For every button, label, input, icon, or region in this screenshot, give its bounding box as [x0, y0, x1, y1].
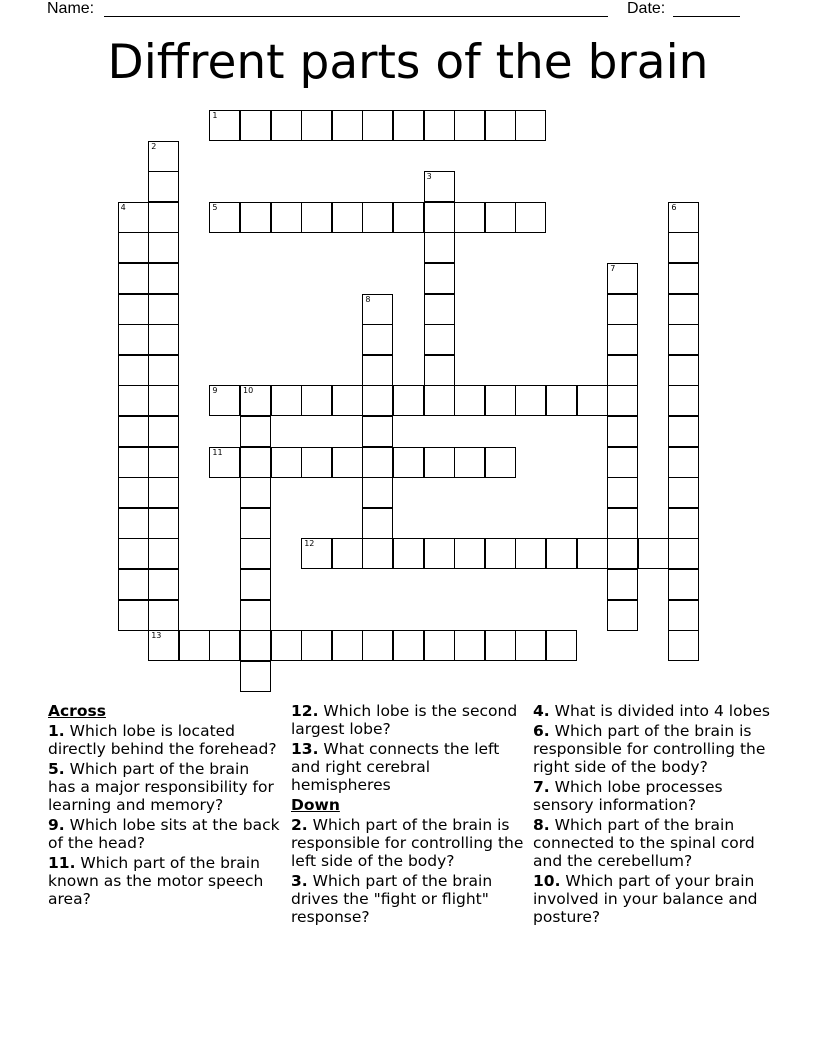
grid-cell[interactable]	[393, 630, 424, 661]
grid-cell[interactable]	[393, 538, 424, 569]
grid-cell[interactable]	[118, 538, 149, 569]
clue-number-label: 2	[151, 141, 157, 151]
name-label: Name:	[47, 0, 95, 17]
clue-number-label: 7	[610, 264, 616, 273]
grid-cell[interactable]	[485, 110, 516, 141]
grid-cell[interactable]	[148, 630, 179, 661]
grid-cell[interactable]	[118, 508, 149, 539]
grid-cell[interactable]	[240, 202, 271, 233]
grid-cell[interactable]	[362, 630, 393, 661]
grid-cell[interactable]	[209, 630, 240, 661]
grid-cell[interactable]	[179, 630, 210, 661]
grid-cell[interactable]	[393, 110, 424, 141]
clue-across-9	[48, 816, 280, 852]
grid-cell[interactable]	[515, 538, 546, 569]
clue-number-label: 12	[304, 539, 315, 549]
grid-cell[interactable]	[607, 385, 638, 416]
grid-cell[interactable]	[301, 202, 332, 233]
grid-cell[interactable]	[118, 232, 149, 263]
grid-cell[interactable]	[607, 600, 638, 631]
grid-cell[interactable]	[301, 538, 332, 569]
grid-cell[interactable]	[240, 661, 271, 692]
grid-cell[interactable]	[240, 538, 271, 569]
grid-cell[interactable]	[546, 385, 577, 416]
clue-text: Which part of the brain known as the motor speech area?	[48, 854, 264, 908]
grid-cell[interactable]	[148, 385, 179, 416]
grid-cell[interactable]	[118, 324, 149, 355]
grid-cell[interactable]	[638, 538, 669, 569]
grid-cell[interactable]	[668, 324, 699, 355]
down-heading: Down	[291, 796, 340, 814]
grid-cell[interactable]	[668, 508, 699, 539]
grid-cell[interactable]	[240, 385, 271, 416]
grid-cell[interactable]	[485, 385, 516, 416]
clue-number: 2.	[291, 816, 308, 834]
grid-cell[interactable]	[424, 171, 455, 202]
clue-text: What connects the left and right cerebral hemispheres	[291, 740, 500, 794]
clue-across-1	[48, 722, 280, 758]
clue-number-label: 4	[120, 202, 126, 212]
grid-cell[interactable]	[546, 538, 577, 569]
clue-text: Which part of the brain drives the "fight or flight" response?	[291, 872, 493, 926]
grid-cell[interactable]	[393, 447, 424, 478]
clue-number: 8.	[533, 816, 550, 834]
grid-cell[interactable]	[148, 141, 179, 172]
clue-down-7	[533, 778, 773, 814]
grid-cell[interactable]	[424, 324, 455, 355]
grid-cell[interactable]	[607, 355, 638, 386]
grid-cell[interactable]	[271, 447, 302, 478]
grid-cell[interactable]	[362, 355, 393, 386]
clue-text: Which lobe is the second largest lobe?	[291, 702, 518, 738]
worksheet-header	[0, 0, 816, 22]
clue-text: Which part of your brain involved in your balance and posture?	[533, 872, 758, 926]
grid-cell[interactable]	[118, 385, 149, 416]
grid-cell[interactable]	[668, 416, 699, 447]
grid-cell[interactable]	[148, 263, 179, 294]
grid-cell[interactable]	[209, 202, 240, 233]
grid-cell[interactable]	[424, 355, 455, 386]
grid-cell[interactable]	[424, 232, 455, 263]
grid-cell[interactable]	[209, 110, 240, 141]
grid-cell[interactable]	[362, 202, 393, 233]
grid-cell[interactable]	[148, 232, 179, 263]
grid-cell[interactable]	[271, 202, 302, 233]
grid-cell[interactable]	[393, 385, 424, 416]
grid-cell[interactable]	[362, 447, 393, 478]
grid-cell[interactable]	[607, 508, 638, 539]
clue-text: Which lobe processes sensory information?	[533, 778, 723, 814]
clue-number-label: 11	[212, 447, 223, 457]
grid-cell[interactable]	[148, 508, 179, 539]
grid-cell[interactable]	[332, 385, 363, 416]
clue-number: 7.	[533, 778, 550, 796]
clue-number-label: 6	[671, 202, 677, 212]
grid-cell[interactable]	[454, 630, 485, 661]
grid-cell[interactable]	[118, 263, 149, 294]
grid-cell[interactable]	[301, 385, 332, 416]
grid-cell[interactable]	[240, 447, 271, 478]
grid-cell[interactable]	[148, 538, 179, 569]
clue-text: Which lobe is located directly behind the forehead?	[48, 722, 277, 758]
grid-cell[interactable]	[424, 385, 455, 416]
grid-cell[interactable]	[148, 600, 179, 631]
clue-number: 3.	[291, 872, 308, 890]
clue-number-label: 13	[151, 631, 162, 641]
grid-cell[interactable]	[301, 630, 332, 661]
grid-cell[interactable]	[668, 385, 699, 416]
grid-cell[interactable]	[362, 508, 393, 539]
clue-number-label: 10	[243, 386, 254, 396]
grid-cell[interactable]	[515, 202, 546, 233]
grid-cell[interactable]	[424, 294, 455, 325]
clue-number: 10.	[533, 872, 561, 890]
clue-down-4	[533, 702, 773, 720]
grid-cell[interactable]	[577, 538, 608, 569]
grid-cell[interactable]	[607, 477, 638, 508]
grid-cell[interactable]	[424, 263, 455, 294]
grid-cell[interactable]	[668, 294, 699, 325]
grid-cell[interactable]	[607, 569, 638, 600]
grid-cell[interactable]	[148, 324, 179, 355]
grid-cell[interactable]	[301, 447, 332, 478]
grid-cell[interactable]	[240, 630, 271, 661]
grid-cell[interactable]	[362, 538, 393, 569]
date-label: Date:	[627, 0, 666, 17]
grid-cell[interactable]	[209, 447, 240, 478]
grid-cell[interactable]	[668, 569, 699, 600]
grid-cell[interactable]	[332, 630, 363, 661]
clue-number: 9.	[48, 816, 65, 834]
grid-cell[interactable]	[668, 263, 699, 294]
grid-cell[interactable]	[668, 232, 699, 263]
grid-cell[interactable]	[118, 477, 149, 508]
date-field-line[interactable]	[673, 16, 740, 17]
grid-cell[interactable]	[607, 538, 638, 569]
clue-number: 13.	[291, 740, 319, 758]
grid-cell[interactable]	[668, 355, 699, 386]
clue-text: Which part of the brain has a major responsibility for learning and memory?	[48, 760, 274, 814]
grid-cell[interactable]	[240, 416, 271, 447]
grid-cell[interactable]	[362, 416, 393, 447]
grid-cell[interactable]	[607, 324, 638, 355]
grid-cell[interactable]	[240, 569, 271, 600]
grid-cell[interactable]	[485, 538, 516, 569]
clue-number-label: 9	[212, 386, 218, 396]
clue-text: Which part of the brain connected to the spinal cord and the cerebellum?	[533, 816, 755, 870]
across-heading: Across	[48, 702, 106, 720]
grid-cell[interactable]	[240, 600, 271, 631]
clue-number-label: 8	[365, 294, 371, 304]
grid-cell[interactable]	[607, 416, 638, 447]
grid-cell[interactable]	[332, 202, 363, 233]
clue-number: 12.	[291, 702, 319, 720]
grid-cell[interactable]	[148, 477, 179, 508]
grid-cell[interactable]	[454, 538, 485, 569]
grid-cell[interactable]	[148, 569, 179, 600]
grid-cell[interactable]	[424, 110, 455, 141]
grid-cell[interactable]	[546, 630, 577, 661]
clue-across-11	[48, 854, 280, 908]
clue-down-10	[533, 872, 773, 926]
grid-cell[interactable]	[332, 447, 363, 478]
clue-column-3	[533, 702, 773, 928]
grid-cell[interactable]	[577, 385, 608, 416]
grid-cell[interactable]	[118, 202, 149, 233]
grid-cell[interactable]	[332, 538, 363, 569]
name-field-line[interactable]	[104, 16, 608, 17]
grid-cell[interactable]	[271, 630, 302, 661]
grid-cell[interactable]	[454, 385, 485, 416]
grid-cell[interactable]	[148, 171, 179, 202]
grid-cell[interactable]	[240, 477, 271, 508]
grid-cell[interactable]	[485, 630, 516, 661]
grid-cell[interactable]	[148, 355, 179, 386]
grid-cell[interactable]	[118, 447, 149, 478]
grid-cell[interactable]	[424, 202, 455, 233]
grid-cell[interactable]	[118, 600, 149, 631]
grid-cell[interactable]	[424, 447, 455, 478]
grid-cell[interactable]	[148, 416, 179, 447]
grid-cell[interactable]	[362, 385, 393, 416]
grid-cell[interactable]	[485, 447, 516, 478]
grid-cell[interactable]	[607, 294, 638, 325]
grid-cell[interactable]	[118, 569, 149, 600]
grid-cell[interactable]	[607, 263, 638, 294]
grid-cell[interactable]	[362, 110, 393, 141]
grid-cell[interactable]	[240, 508, 271, 539]
clue-number-label: 5	[212, 202, 218, 212]
grid-cell[interactable]	[515, 110, 546, 141]
page-title: Diffrent parts of the brain	[107, 35, 709, 90]
grid-cell[interactable]	[668, 630, 699, 661]
grid-cell[interactable]	[118, 416, 149, 447]
grid-cell[interactable]	[515, 630, 546, 661]
grid-cell[interactable]	[485, 202, 516, 233]
clue-number: 11.	[48, 854, 76, 872]
clue-down-3	[291, 872, 525, 926]
grid-cell[interactable]	[271, 385, 302, 416]
clue-text: Which part of the brain is responsible for controlling the left side of the body?	[291, 816, 524, 870]
grid-cell[interactable]	[454, 202, 485, 233]
clue-text: What is divided into 4 lobes	[554, 702, 770, 720]
grid-cell[interactable]	[148, 447, 179, 478]
clue-number: 4.	[533, 702, 550, 720]
clue-down-6	[533, 722, 773, 776]
grid-cell[interactable]	[118, 355, 149, 386]
grid-cell[interactable]	[362, 324, 393, 355]
clue-number: 5.	[48, 760, 65, 778]
grid-cell[interactable]	[118, 294, 149, 325]
clue-column-1	[48, 702, 280, 910]
clue-text: Which lobe sits at the back of the head?	[48, 816, 280, 852]
grid-cell[interactable]	[240, 110, 271, 141]
grid-cell[interactable]	[607, 447, 638, 478]
grid-cell[interactable]	[393, 202, 424, 233]
clue-text: Which part of the brain is responsible for controlling the right side of the body?	[533, 722, 766, 776]
grid-cell[interactable]	[424, 538, 455, 569]
grid-cell[interactable]	[362, 477, 393, 508]
clue-number-label: 3	[426, 172, 432, 182]
clue-number-label: 1	[212, 111, 218, 120]
clue-column-2	[291, 702, 525, 928]
grid-cell[interactable]	[148, 202, 179, 233]
clue-across-13	[291, 740, 525, 794]
clue-across-5	[48, 760, 280, 814]
grid-cell[interactable]	[271, 110, 302, 141]
grid-cell[interactable]	[668, 447, 699, 478]
clue-down-2	[291, 816, 525, 870]
grid-cell[interactable]	[668, 477, 699, 508]
grid-cell[interactable]	[668, 600, 699, 631]
grid-cell[interactable]	[454, 447, 485, 478]
clue-down-8	[533, 816, 773, 870]
grid-cell[interactable]	[668, 202, 699, 233]
grid-cell[interactable]	[424, 630, 455, 661]
grid-cell[interactable]	[209, 385, 240, 416]
grid-cell[interactable]	[332, 110, 363, 141]
grid-cell[interactable]	[515, 385, 546, 416]
grid-cell[interactable]	[668, 538, 699, 569]
clue-across-12	[291, 702, 525, 738]
clue-number: 1.	[48, 722, 65, 740]
grid-cell[interactable]	[301, 110, 332, 141]
grid-cell[interactable]	[454, 110, 485, 141]
clue-number: 6.	[533, 722, 550, 740]
grid-cell[interactable]	[362, 294, 393, 325]
grid-cell[interactable]	[148, 294, 179, 325]
